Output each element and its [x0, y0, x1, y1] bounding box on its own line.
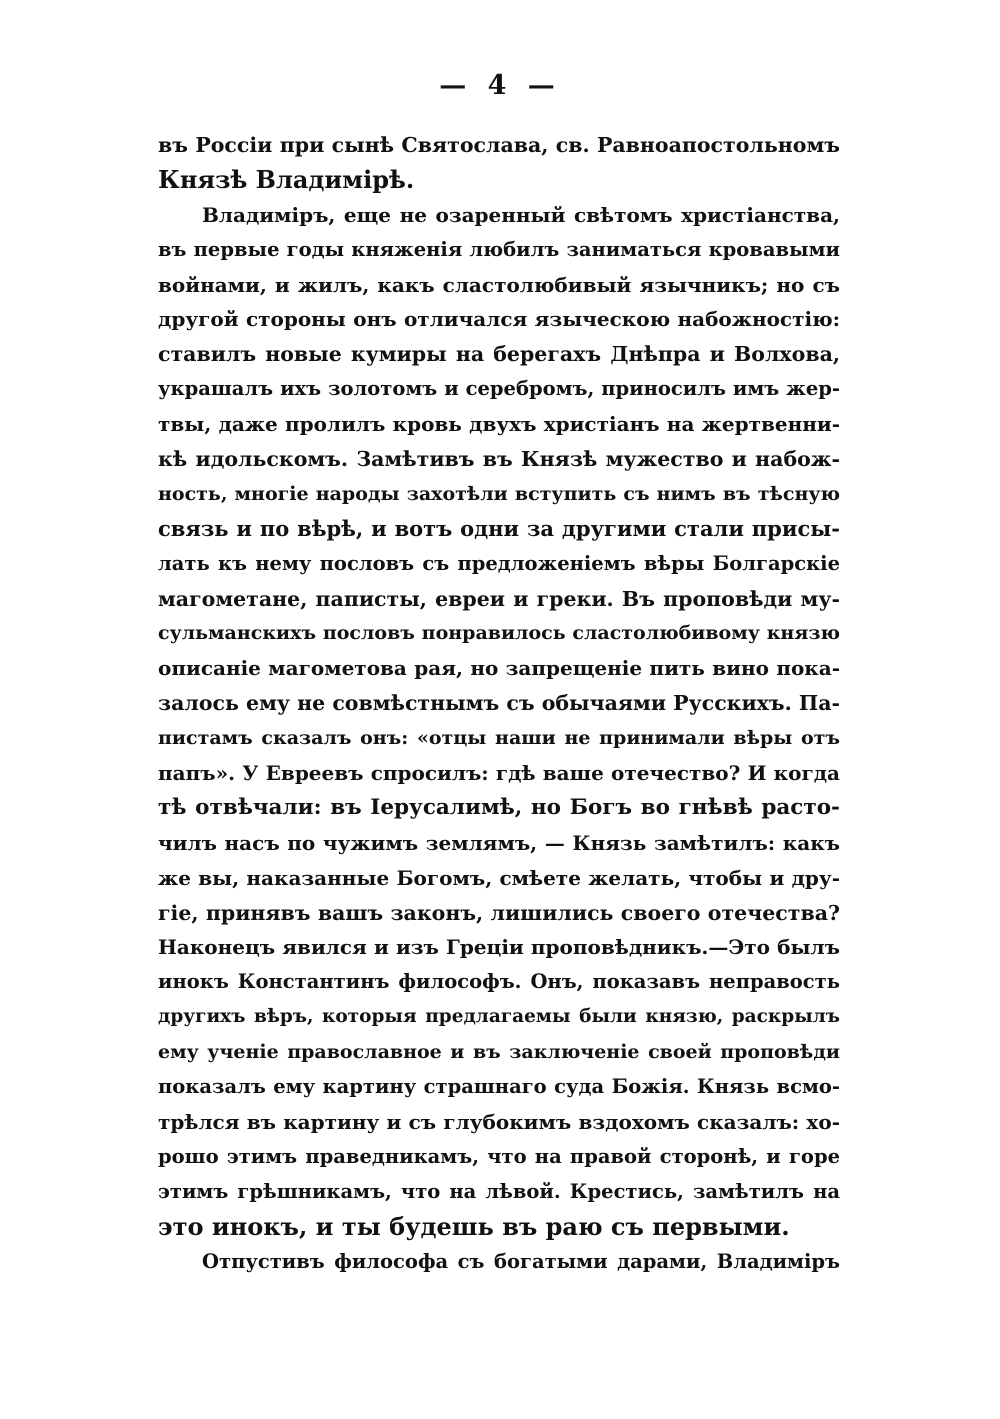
- text-line: украшалъ ихъ золотомъ и серебромъ, приносилъ имъ жер-: [158, 377, 840, 401]
- text-line: Князѣ Владимірѣ.: [158, 164, 415, 194]
- text-line: лать къ нему пословъ съ предложеніемъ вѣры Болгарскіе: [158, 551, 840, 575]
- text-line: связь и по вѣрѣ, и вотъ одни за другими стали присы-: [158, 515, 840, 541]
- text-line: это инокъ, и ты будешь въ раю съ первыми.: [158, 1211, 790, 1241]
- text-line: рошо этимъ праведникамъ, что на правой сторонѣ, и горе: [158, 1144, 840, 1168]
- text-line: тѣ отвѣчали: въ Іерусалимѣ, но Богъ во гнѣвѣ расто-: [158, 794, 840, 820]
- text-line: инокъ Константинъ философъ. Онъ, показавъ неправость: [158, 970, 840, 994]
- text-line: этимъ грѣшникамъ, что на лѣвой. Крестись, замѣтилъ на: [158, 1179, 840, 1203]
- text-line: трѣлся въ картину и съ глубокимъ вздохомъ сказалъ: хо-: [158, 1109, 840, 1134]
- text-line: же вы, наказанные Богомъ, смѣете желать, чтобы и дру-: [158, 865, 840, 890]
- text-line: Наконецъ явился и изъ Греціи проповѣдникъ.—Это былъ: [158, 935, 840, 960]
- text-line: папъ». У Евреевъ спросилъ: гдѣ ваше отечество? И когда: [158, 761, 840, 786]
- text-line: гіе, принявъ вашъ законъ, лишились своего отечества?: [158, 900, 840, 925]
- text-line: показалъ ему картину страшнаго суда Божія. Князь всмо-: [158, 1075, 840, 1099]
- text-line: описаніе магометова рая, но запрещеніе пить вино пока-: [158, 656, 840, 681]
- text-line: ность, многіе народы захотѣли вступить съ нимъ въ тѣсную: [158, 482, 840, 505]
- text-line: магометане, паписты, евреи и греки. Въ проповѣди му-: [158, 586, 840, 611]
- page-number: — 4 —: [439, 70, 561, 101]
- text-line: въ первые годы княженія любилъ заниматься кровавыми: [158, 237, 840, 261]
- text-line: другой стороны онъ отличался языческою набожностію:: [158, 307, 840, 332]
- text-line: кѣ идольскомъ. Замѣтивъ въ Князѣ мужество и набож-: [158, 447, 840, 472]
- text-line: въ Россіи при сынѣ Святослава, св. Равноапостольномъ: [158, 133, 840, 157]
- text-line: залось ему не совмѣстнымъ съ обычаями Русскихъ. Па-: [158, 691, 840, 716]
- text-line: сульманскихъ пословъ понравилось сластолюбивому князю: [158, 622, 840, 645]
- text-line: твы, даже пролилъ кровь двухъ христіанъ на жертвенни-: [158, 412, 840, 437]
- text-line: Владиміръ, еще не озаренный свѣтомъ христіанства,: [202, 202, 840, 227]
- text-line: Отпустивъ философа съ богатыми дарами, Владиміръ: [202, 1249, 840, 1273]
- body-text: [158, 128, 840, 1279]
- text-line: ставилъ новые кумиры на берегахъ Днѣпра и Волхова,: [158, 342, 840, 367]
- text-line: пистамъ сказалъ онъ: «отцы наши не принимали вѣры отъ: [158, 727, 840, 750]
- text-line: ему ученіе православное и въ заключеніе своей проповѣди: [158, 1041, 840, 1064]
- text-line: другихъ вѣръ, которыя предлагаемы были князю, раскрылъ: [158, 1006, 840, 1028]
- text-line: чилъ насъ по чужимъ землямъ, — Князь замѣтилъ: какъ: [158, 830, 840, 855]
- text-line: войнами, и жилъ, какъ сластолюбивый язычникъ; но съ: [158, 272, 840, 297]
